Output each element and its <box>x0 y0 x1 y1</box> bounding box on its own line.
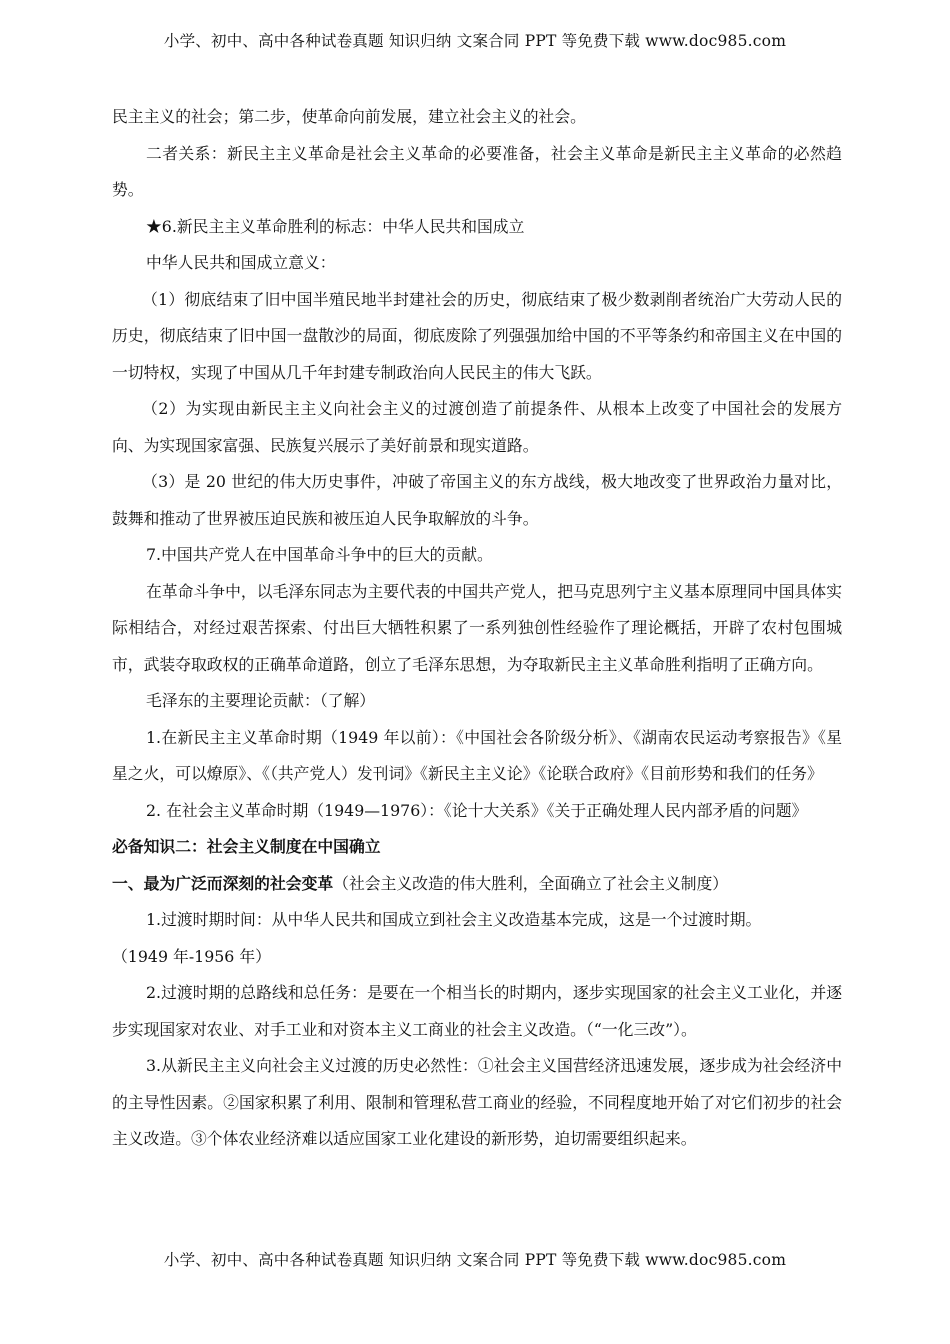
paragraph: 2.过渡时期的总路线和总任务：是要在一个相当长的时期内，逐步实现国家的社会主义工业化，并逐步实现国家对农业、对手工业和对资本主义工商业的社会主义改造。（“一化三改”）。 <box>112 983 842 1039</box>
paragraph-heading: ★6.新民主主义革命胜利的标志：中华人民共和国成立 <box>146 216 525 236</box>
paragraph: 毛泽东的主要理论贡献：（了解） <box>146 691 376 710</box>
paragraph: 民主主义的社会；第二步，使革命向前发展，建立社会主义的社会。 <box>112 107 586 126</box>
section-heading: 必备知识二：社会主义制度在中国确立 <box>112 837 381 856</box>
subheading-bold: 一、最为广泛而深刻的社会变革 <box>112 873 334 893</box>
paragraph: （1949 年-1956 年） <box>112 946 271 966</box>
paragraph: 1.在新民主主义革命时期（1949 年以前）：《中国社会各阶级分析》、《湖南农民运动考察报告》《星星之火，可以燎原》、《（共产党人）发刊词》《新民主主义论》《论联合政府》《目前形势和我们的任务》 <box>112 727 842 783</box>
paragraph: 在革命斗争中，以毛泽东同志为主要代表的中国共产党人，把马克思列宁主义基本原理同中国具体实际相结合，对经过艰苦探索、付出巨大牺牲积累了一系列独创性经验作了理论概括，开辟了农村包围城市，武装夺取政权的正确革命道路，创立了毛泽东思想，为夺取新民主主义革命胜利指明了正确方向。 <box>112 581 842 674</box>
document-body <box>112 99 842 1158</box>
section-subheading <box>112 866 842 903</box>
paragraph: 2. 在社会主义革命时期（1949—1976）：《论十大关系》《关于正确处理人民内部矛盾的问题》 <box>146 800 808 820</box>
paragraph: 中华人民共和国成立意义： <box>146 253 336 272</box>
paragraph: 3.从新民主主义向社会主义过渡的历史必然性：①社会主义国营经济迅速发展，逐步成为社会经济中的主导性因素。②国家积累了利用、限制和管理私营工商业的经验，不同程度地开始了对它们初步的社会主义改造。③个体农业经济难以适应国家工业化建设的新形势，迫切需要组织起来。 <box>112 1056 842 1148</box>
page-header: 小学、初中、高中各种试卷真题 知识归纳 文案合同 PPT 等免费下载 www.doc985.com <box>163 32 787 50</box>
paragraph: 1.过渡时期时间：从中华人民共和国成立到社会主义改造基本完成，这是一个过渡时期。 <box>146 910 762 929</box>
paragraph: （2）为实现由新民主主义向社会主义的过渡创造了前提条件、从根本上改变了中国社会的发展方向、为实现国家富强、民族复兴展示了美好前景和现实道路。 <box>112 399 842 455</box>
paragraph-heading: 7.中国共产党人在中国革命斗争中的巨大的贡献。 <box>146 545 493 564</box>
paragraph: 二者关系：新民主主义革命是社会主义革命的必要准备，社会主义革命是新民主主义革命的必然趋势。 <box>112 143 842 199</box>
subheading-note: （社会主义改造的伟大胜利，全面确立了社会主义制度） <box>333 873 729 893</box>
paragraph: （3）是 20 世纪的伟大历史事件，冲破了帝国主义的东方战线，极大地改变了世界政治力量对比，鼓舞和推动了世界被压迫民族和被压迫人民争取解放的斗争。 <box>112 472 842 528</box>
page-footer: 小学、初中、高中各种试卷真题 知识归纳 文案合同 PPT 等免费下载 www.doc985.com <box>163 1251 787 1269</box>
paragraph: （1）彻底结束了旧中国半殖民地半封建社会的历史，彻底结束了极少数剥削者统治广大劳动人民的历史，彻底结束了旧中国一盘散沙的局面，彻底废除了列强强加给中国的不平等条约和帝国主义在中国的一切特权，实现了中国从几千年封建专制政治向人民民主的伟大飞跃。 <box>112 289 842 382</box>
